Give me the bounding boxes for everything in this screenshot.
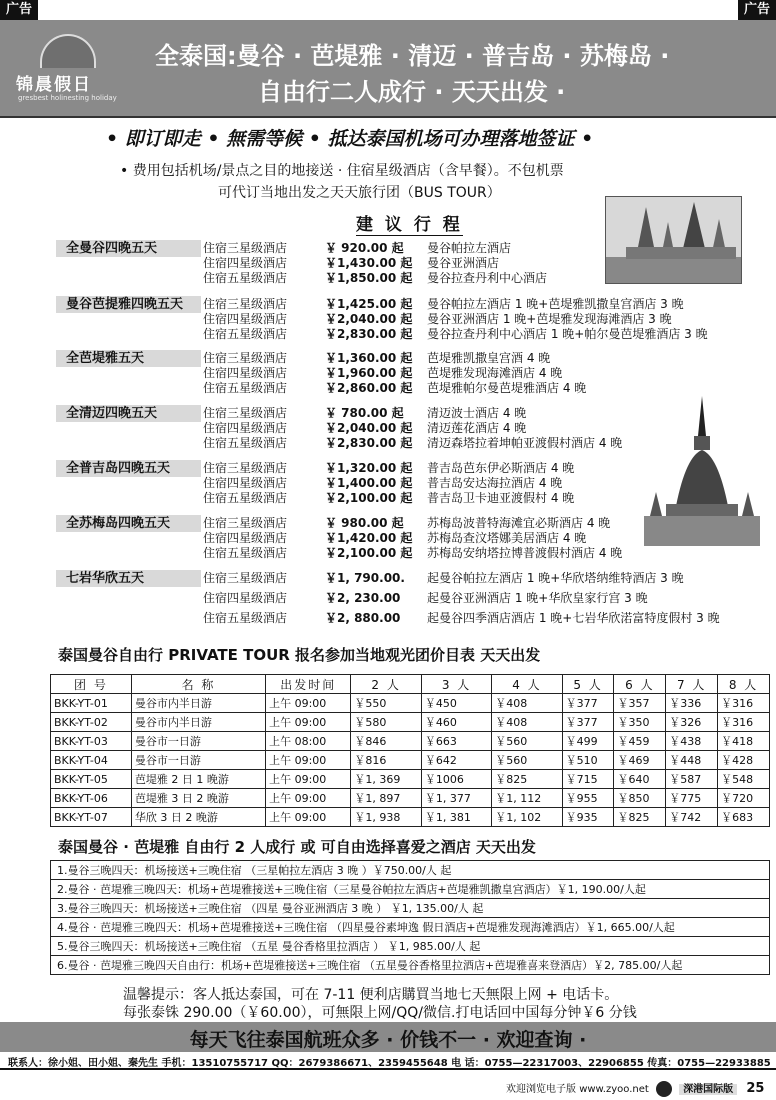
route-price: ￥1, 790.00.: [325, 571, 405, 585]
private-tour-title: 泰国曼谷自由行 PRIVATE TOUR 报名参加当地观光团价目表 天天出发: [58, 646, 541, 664]
table-cell: BKK-YT-06: [51, 789, 132, 808]
sun-icon: [40, 34, 96, 68]
footer-edition: 深港国际版: [679, 1084, 737, 1095]
table-cell: 上午 09:00: [266, 694, 351, 713]
route-hotel-row: [0, 591, 776, 606]
table-cell: ￥580: [351, 713, 421, 732]
route-price: ￥2,040.00 起: [325, 421, 413, 435]
table-cell: ￥460: [421, 713, 491, 732]
table-cell: ￥428: [718, 751, 770, 770]
table-cell: ￥408: [492, 694, 562, 713]
route-hotel-row: [0, 461, 776, 476]
table-cell: ￥825: [492, 770, 562, 789]
hotel-grade: 住宿三星级酒店: [203, 571, 288, 585]
table-cell: ￥1, 938: [351, 808, 421, 827]
table-cell: 芭堤雅 3 日 2 晚游: [131, 789, 265, 808]
table-cell: ￥560: [492, 751, 562, 770]
table-cell: ￥1, 377: [421, 789, 491, 808]
page-number: 25: [746, 1081, 765, 1096]
hotel-grade: 住宿四星级酒店: [203, 366, 288, 380]
price-table-header: 5 人: [562, 675, 614, 694]
route-price: ￥1,320.00 起: [325, 461, 413, 475]
hotel-detail: 曼谷帕拉左酒店 1 晚+芭堤雅凯撒皇宫酒店 3 晚: [427, 297, 684, 311]
hotel-detail: 清迈莲花酒店 4 晚: [427, 421, 527, 435]
route-hotel-row: [0, 381, 776, 396]
route-price: ￥1,420.00 起: [325, 531, 413, 545]
price-table: [50, 674, 770, 827]
route-hotel-row: [0, 312, 776, 327]
company-logo: [10, 30, 130, 110]
table-cell: 上午 09:00: [266, 751, 351, 770]
price-table-header: 2 人: [351, 675, 421, 694]
route-price: ￥1,850.00 起: [325, 271, 413, 285]
table-row: [51, 751, 770, 770]
visa-slogan: • 即订即走 • 無需等候 • 抵达泰国机场可办理落地签证 •: [106, 128, 594, 150]
table-cell: ￥642: [421, 751, 491, 770]
banner-title-line1: 全泰国:曼谷 · 芭堤雅 · 清迈 · 普吉岛 · 苏梅岛 ·: [155, 42, 670, 70]
price-table-header: 名 称: [131, 675, 265, 694]
route-price: ￥ 920.00 起: [325, 241, 404, 255]
ad-label-left: 广告: [0, 0, 38, 20]
package-row: [51, 899, 770, 918]
hotel-detail: 苏梅岛波普特海滩宜必斯酒店 4 晚: [427, 516, 611, 530]
route-hotel-row: [0, 366, 776, 381]
package-text: 3.曼谷三晚四天：机场接送+三晚住宿 （四星 曼谷亚洲酒店 3 晚 ） ￥1, 135.00/人 起: [51, 899, 770, 918]
table-cell: ￥955: [562, 789, 614, 808]
route-hotel-row: [0, 571, 776, 586]
table-cell: ￥336: [666, 694, 718, 713]
table-cell: ￥742: [666, 808, 718, 827]
table-cell: ￥357: [614, 694, 666, 713]
hotel-detail: 苏梅岛查汶塔娜美居酒店 4 晚: [427, 531, 587, 545]
table-cell: ￥448: [666, 751, 718, 770]
route-hotel-row: [0, 531, 776, 546]
table-cell: 曼谷市一日游: [131, 751, 265, 770]
route-hotel-row: [0, 436, 776, 451]
price-table-header: 3 人: [421, 675, 491, 694]
table-row: [51, 808, 770, 827]
route-price: ￥2,040.00 起: [325, 312, 413, 326]
table-cell: ￥469: [614, 751, 666, 770]
hotel-grade: 住宿五星级酒店: [203, 436, 288, 450]
table-cell: ￥825: [614, 808, 666, 827]
hotel-detail: 起曼谷四季酒店酒店 1 晚+七岩华欣渃富特度假村 3 晚: [427, 611, 720, 625]
hotel-grade: 住宿四星级酒店: [203, 421, 288, 435]
hotel-grade: 住宿四星级酒店: [203, 476, 288, 490]
table-cell: ￥935: [562, 808, 614, 827]
route-price: ￥1,425.00 起: [325, 297, 413, 311]
route-price: ￥2, 230.00: [325, 591, 401, 605]
package-text: 1.曼谷三晚四天：机场接送+三晚住宿 （三星帕拉左酒店 3 晚 ）￥750.00/人 起: [51, 861, 770, 880]
table-cell: ￥1, 102: [492, 808, 562, 827]
table-cell: ￥1, 369: [351, 770, 421, 789]
route-name: 全普吉岛四晚五天: [56, 460, 201, 477]
package-text: 5.曼谷三晚四天：机场接送+三晚住宿 （五星 曼谷香格里拉酒店 ） ￥1, 985.00/人 起: [51, 937, 770, 956]
hotel-detail: 起曼谷亚洲酒店 1 晚+华欣皇家行宫 3 晚: [427, 591, 648, 605]
price-table-header: 团 号: [51, 675, 132, 694]
table-cell: ￥715: [562, 770, 614, 789]
table-cell: ￥438: [666, 732, 718, 751]
table-cell: ￥1006: [421, 770, 491, 789]
package-text: 6.曼谷 · 芭堤雅三晚四天自由行：机场+芭堤雅接送+三晚住宿 （五星曼谷香格里拉酒店+芭堤雅喜来登酒店）￥2, 785.00/人起: [51, 956, 770, 975]
table-cell: ￥850: [614, 789, 666, 808]
route-hotel-row: [0, 351, 776, 366]
hotel-grade: 住宿三星级酒店: [203, 516, 288, 530]
package-row: [51, 880, 770, 899]
route-price: ￥ 780.00 起: [325, 406, 404, 420]
table-cell: 华欣 3 日 2 晚游: [131, 808, 265, 827]
table-cell: ￥418: [718, 732, 770, 751]
hotel-grade: 住宿五星级酒店: [203, 611, 288, 625]
footer-url[interactable]: www.zyoo.net: [579, 1084, 649, 1095]
table-cell: 上午 09:00: [266, 789, 351, 808]
contact-info: 联系人：徐小姐、田小姐、秦先生 手机：13510755717 QQ：2679386671、2359455648 电 话：0755—22317003、22906855 传真：0755—22933885: [0, 1054, 776, 1070]
hotel-grade: 住宿四星级酒店: [203, 531, 288, 545]
table-cell: 上午 08:00: [266, 732, 351, 751]
route-price: ￥2,830.00 起: [325, 436, 413, 450]
table-cell: ￥640: [614, 770, 666, 789]
table-cell: ￥548: [718, 770, 770, 789]
hotel-grade: 住宿四星级酒店: [203, 591, 288, 605]
hotel-detail: 芭堤雅帕尔曼芭堤雅酒店 4 晚: [427, 381, 587, 395]
bus-tour-note: 可代订当地出发之天天旅行团（BUS TOUR）: [218, 185, 501, 201]
route-hotel-row: [0, 327, 776, 342]
route-hotel-row: [0, 256, 776, 271]
bottom-slogan-bar: [0, 1022, 776, 1052]
banner-title-line2: 自由行二人成行 · 天天出发 ·: [258, 78, 566, 106]
table-cell: ￥459: [614, 732, 666, 751]
hotel-grade: 住宿三星级酒店: [203, 351, 288, 365]
hotel-detail: 曼谷拉查丹利中心酒店 1 晚+帕尔曼芭堤雅酒店 3 晚: [427, 327, 708, 341]
route-hotel-row: [0, 271, 776, 286]
hotel-detail: 芭堤雅发现海滩酒店 4 晚: [427, 366, 563, 380]
hotel-detail: 清迈波士酒店 4 晚: [427, 406, 527, 420]
inclusion-note: • 费用包括机场/景点之目的地接送 · 住宿星级酒店（含早餐）。不包机票: [120, 163, 564, 179]
table-cell: ￥408: [492, 713, 562, 732]
hotel-detail: 起曼谷帕拉左酒店 1 晚+华欣塔纳维特酒店 3 晚: [427, 571, 684, 585]
table-cell: ￥499: [562, 732, 614, 751]
price-table-header: 6 人: [614, 675, 666, 694]
logo-subtitle: gresbest holinesting holiday: [18, 94, 117, 102]
table-row: [51, 694, 770, 713]
table-cell: ￥720: [718, 789, 770, 808]
hotel-detail: 普吉岛安达海拉酒店 4 晚: [427, 476, 563, 490]
logo-name: 锦晨假日: [16, 75, 92, 95]
package-row: [51, 956, 770, 975]
hotel-detail: 曼谷亚洲酒店: [427, 256, 500, 270]
route-hotel-row: [0, 241, 776, 256]
table-cell: 上午 09:00: [266, 808, 351, 827]
hotel-detail: 曼谷亚洲酒店 1 晚+芭堤雅发现海滩酒店 3 晚: [427, 312, 672, 326]
hotel-detail: 曼谷拉查丹利中心酒店: [427, 271, 548, 285]
hotel-detail: 普吉岛芭东伊必斯酒店 4 晚: [427, 461, 575, 475]
route-hotel-row: [0, 297, 776, 312]
hotel-grade: 住宿五星级酒店: [203, 381, 288, 395]
page-footer: [506, 1080, 764, 1098]
footer-welcome: 欢迎浏览电子版: [506, 1084, 576, 1095]
table-cell: ￥560: [492, 732, 562, 751]
route-hotel-row: [0, 421, 776, 436]
table-cell: ￥326: [666, 713, 718, 732]
route-hotel-row: [0, 476, 776, 491]
table-cell: ￥510: [562, 751, 614, 770]
table-cell: ￥350: [614, 713, 666, 732]
table-cell: 曼谷市一日游: [131, 732, 265, 751]
table-cell: ￥1, 897: [351, 789, 421, 808]
package-text: 4.曼谷 · 芭堤雅三晚四天：机场+芭堤雅接送+三晚住宿 （四星曼谷素坤逸 假日酒店+芭堤雅发现海滩酒店）￥1, 665.00/人起: [51, 918, 770, 937]
table-cell: ￥816: [351, 751, 421, 770]
route-name: 全芭堤雅五天: [56, 350, 201, 367]
hotel-grade: 住宿五星级酒店: [203, 491, 288, 505]
header-banner: [0, 20, 776, 118]
hotel-grade: 住宿四星级酒店: [203, 312, 288, 326]
table-cell: ￥663: [421, 732, 491, 751]
table-cell: ￥550: [351, 694, 421, 713]
table-cell: BKK-YT-02: [51, 713, 132, 732]
publication-logo-icon: [656, 1081, 672, 1097]
route-hotel-row: [0, 516, 776, 531]
route-name: 曼谷芭提雅四晚五天: [56, 296, 201, 313]
price-table-header: 4 人: [492, 675, 562, 694]
route-name: 全清迈四晚五天: [56, 405, 201, 422]
route-price: ￥2,830.00 起: [325, 327, 413, 341]
hotel-grade: 住宿四星级酒店: [203, 256, 288, 270]
package-text: 2.曼谷 · 芭堤雅三晚四天：机场+芭堤雅接送+三晚住宿（三星曼谷帕拉左酒店+芭堤雅凯撒皇宫酒店）￥1, 190.00/人起: [51, 880, 770, 899]
route-hotel-row: [0, 546, 776, 561]
table-cell: ￥316: [718, 713, 770, 732]
route-price: ￥1,360.00 起: [325, 351, 413, 365]
hotel-detail: 普吉岛卫卡迪亚渡假村 4 晚: [427, 491, 575, 505]
route-price: ￥2,100.00 起: [325, 491, 413, 505]
route-name: 全苏梅岛四晚五天: [56, 515, 201, 532]
table-cell: 曼谷市内半日游: [131, 713, 265, 732]
bottom-slogan: 每天飞往泰国航班众多 · 价钱不一 · 欢迎查询 ·: [189, 1029, 587, 1051]
price-table-header: 8 人: [718, 675, 770, 694]
route-hotel-row: [0, 406, 776, 421]
route-price: ￥ 980.00 起: [325, 516, 404, 530]
hotel-grade: 住宿三星级酒店: [203, 406, 288, 420]
table-cell: ￥587: [666, 770, 718, 789]
table-row: [51, 713, 770, 732]
route-price: ￥2,100.00 起: [325, 546, 413, 560]
package-row: [51, 937, 770, 956]
package-table: [50, 860, 770, 975]
route-hotel-row: [0, 491, 776, 506]
table-cell: ￥775: [666, 789, 718, 808]
table-cell: BKK-YT-03: [51, 732, 132, 751]
table-cell: BKK-YT-05: [51, 770, 132, 789]
table-row: [51, 770, 770, 789]
ad-label-right: 广告: [738, 0, 776, 20]
table-row: [51, 789, 770, 808]
table-row: [51, 732, 770, 751]
hotel-grade: 住宿三星级酒店: [203, 241, 288, 255]
table-cell: ￥683: [718, 808, 770, 827]
tip-line2: 每张泰铢 290.00（￥60.00），可無限上网/QQ/微信.打电话回中国每分钟￥6 分钱: [123, 1005, 637, 1021]
package-row: [51, 861, 770, 880]
table-cell: BKK-YT-07: [51, 808, 132, 827]
table-cell: ￥377: [562, 713, 614, 732]
package-title: 泰国曼谷 · 芭堤雅 自由行 2 人成行 或 可自由选择喜爱之酒店 天天出发: [58, 838, 536, 856]
route-price: ￥2, 880.00: [325, 611, 401, 625]
price-table-header: 7 人: [666, 675, 718, 694]
route-name: 七岩华欣五天: [56, 570, 201, 587]
price-table-header: 出发时间: [266, 675, 351, 694]
hotel-grade: 住宿五星级酒店: [203, 327, 288, 341]
route-price: ￥1,400.00 起: [325, 476, 413, 490]
hotel-detail: 苏梅岛安纳塔拉博普渡假村酒店 4 晚: [427, 546, 623, 560]
hotel-grade: 住宿三星级酒店: [203, 461, 288, 475]
route-price: ￥1,960.00 起: [325, 366, 413, 380]
table-cell: BKK-YT-04: [51, 751, 132, 770]
package-row: [51, 918, 770, 937]
table-cell: 上午 09:00: [266, 713, 351, 732]
route-name: 全曼谷四晚五天: [56, 240, 201, 257]
hotel-grade: 住宿三星级酒店: [203, 297, 288, 311]
table-cell: 上午 09:00: [266, 770, 351, 789]
table-cell: ￥377: [562, 694, 614, 713]
routes-title: 建 议 行 程: [356, 210, 463, 236]
table-cell: ￥846: [351, 732, 421, 751]
table-cell: 芭堤雅 2 日 1 晚游: [131, 770, 265, 789]
hotel-detail: 清迈森塔拉着坤帕亚渡假村酒店 4 晚: [427, 436, 623, 450]
route-price: ￥1,430.00 起: [325, 256, 413, 270]
table-cell: ￥1, 381: [421, 808, 491, 827]
hotel-grade: 住宿五星级酒店: [203, 546, 288, 560]
hotel-detail: 芭堤雅凯撒皇宫酒 4 晚: [427, 351, 551, 365]
table-cell: 曼谷市内半日游: [131, 694, 265, 713]
table-cell: ￥316: [718, 694, 770, 713]
table-cell: BKK-YT-01: [51, 694, 132, 713]
route-hotel-row: [0, 611, 776, 626]
tip-line1: 温馨提示：客人抵达泰国，可在 7-11 便利店購買当地七天無限上网 + 电话卡。: [123, 987, 619, 1003]
route-price: ￥2,860.00 起: [325, 381, 413, 395]
table-cell: ￥1, 112: [492, 789, 562, 808]
hotel-detail: 曼谷帕拉左酒店: [427, 241, 512, 255]
table-cell: ￥450: [421, 694, 491, 713]
hotel-grade: 住宿五星级酒店: [203, 271, 288, 285]
